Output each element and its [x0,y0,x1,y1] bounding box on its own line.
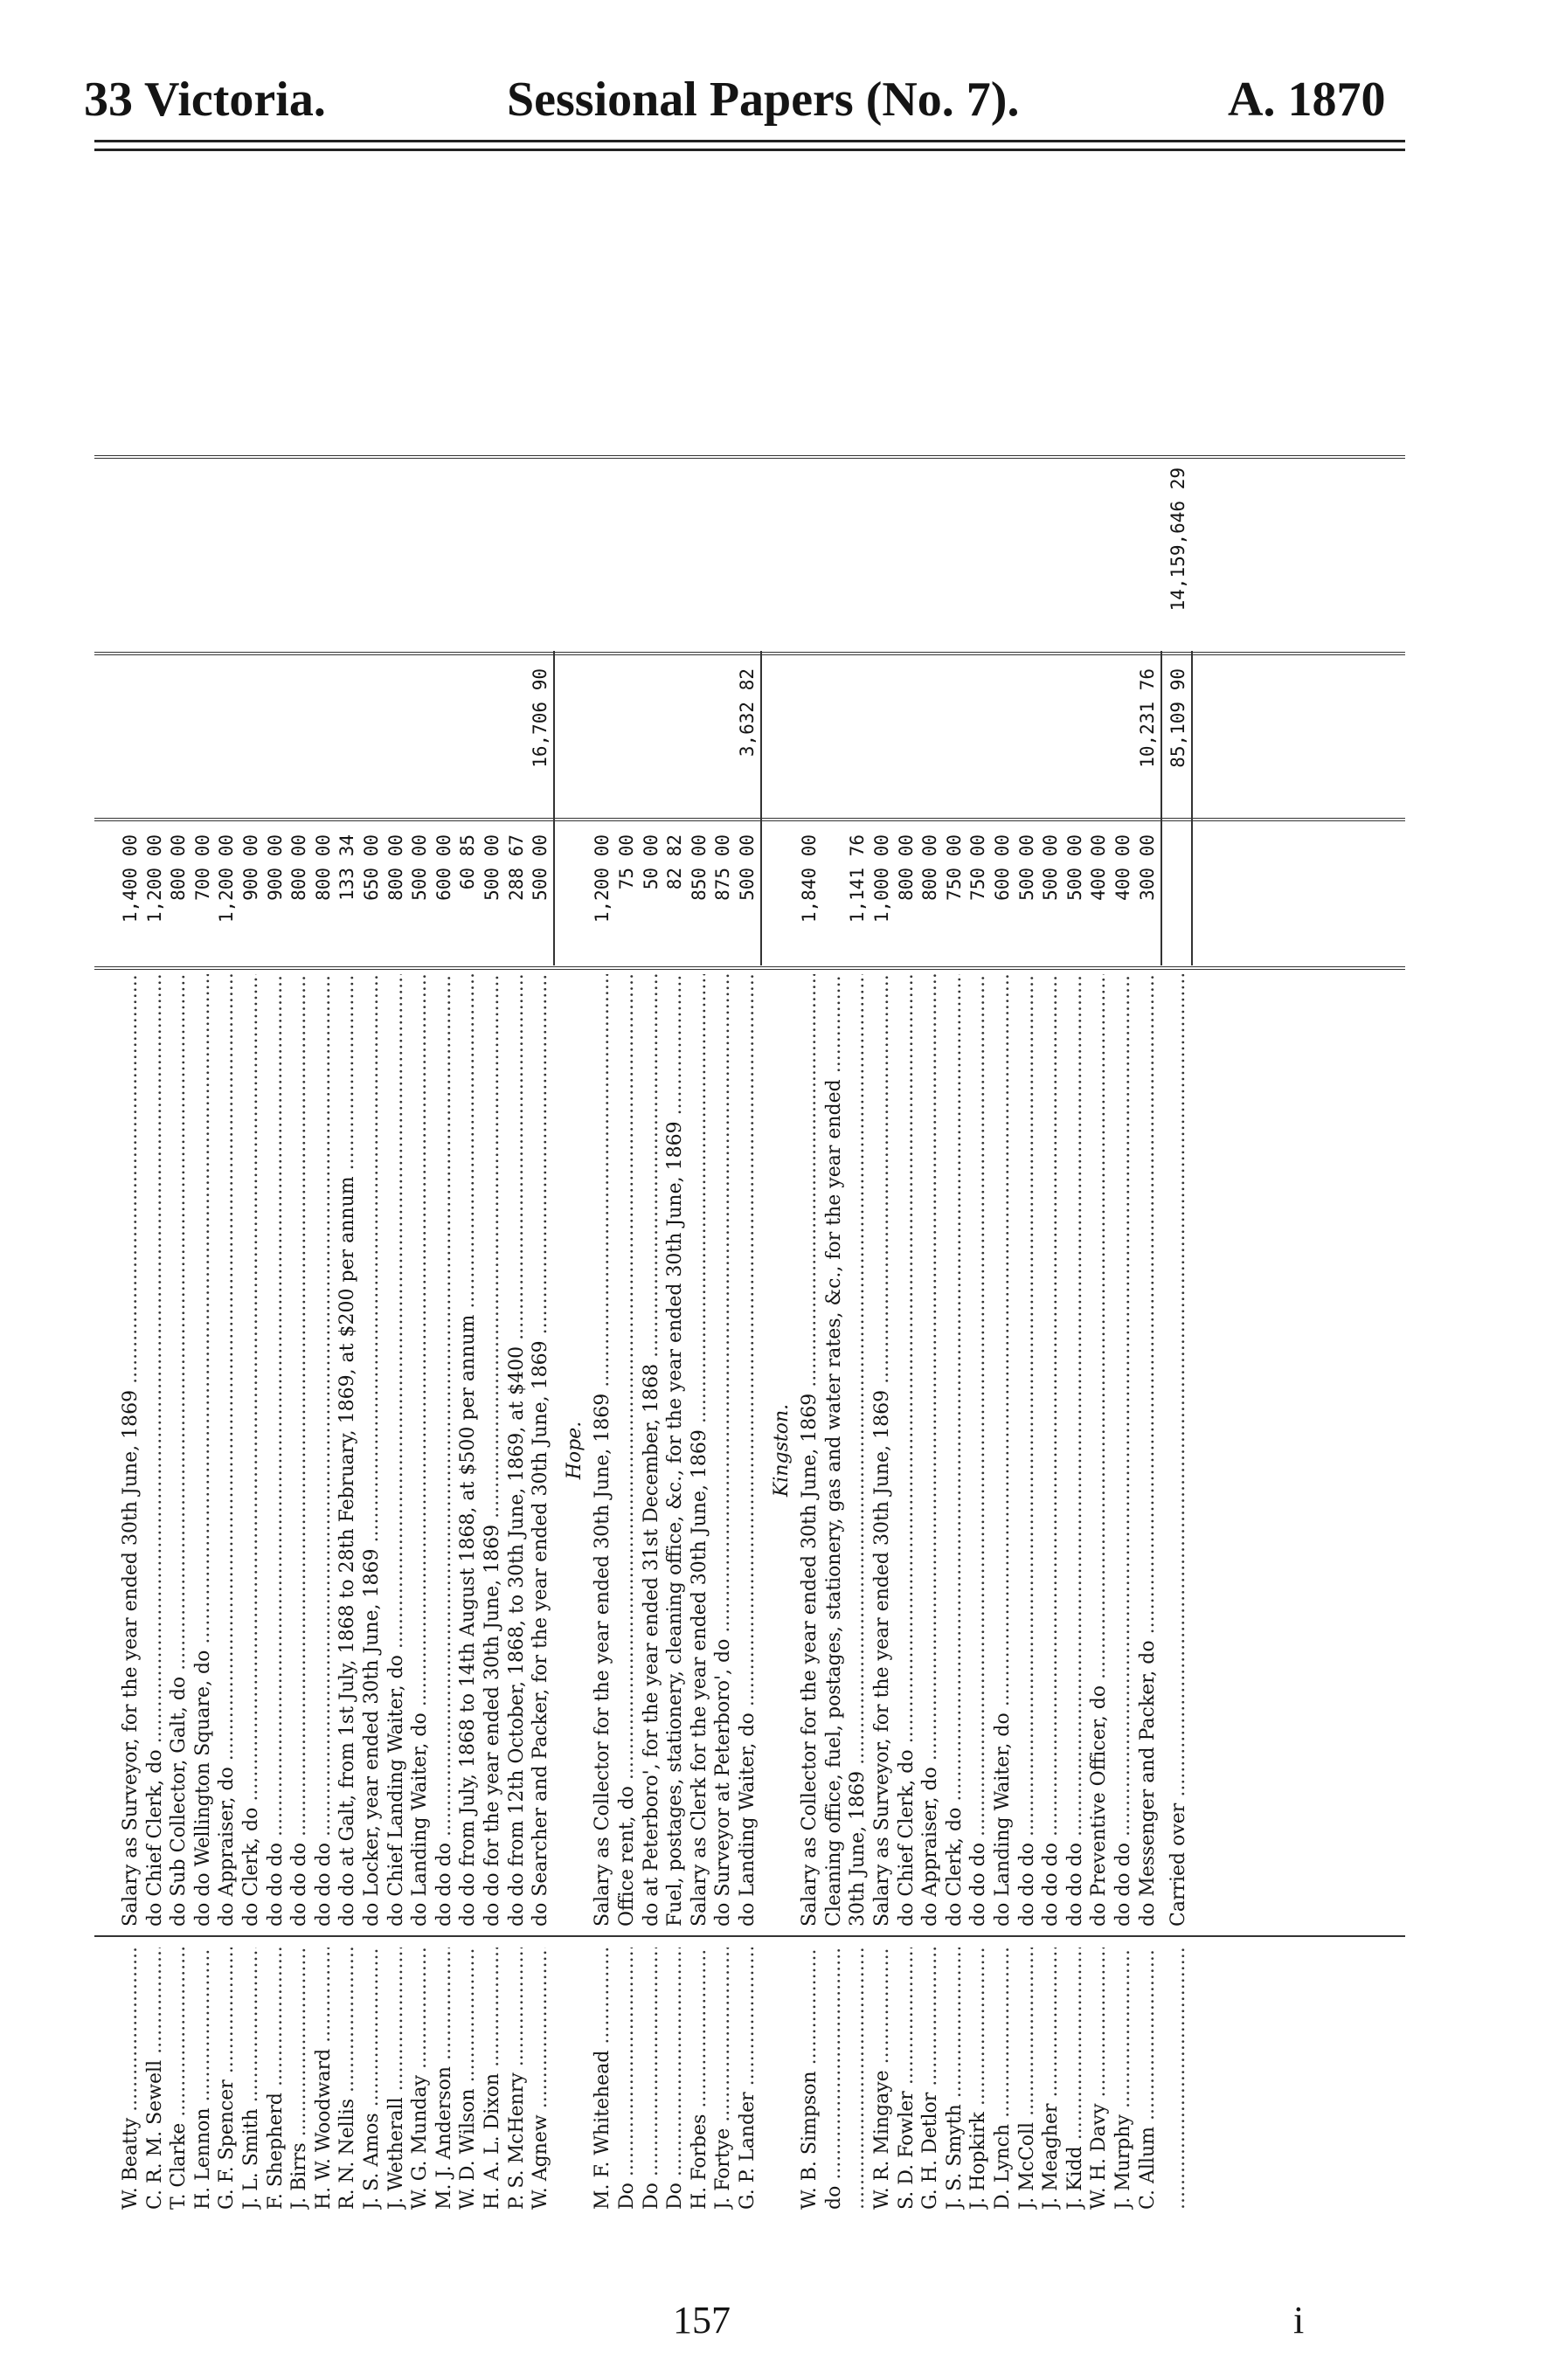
row-description: Cleaning office, fuel, postages, stationery, gas and water rates, &c., for the year ended ..... [822,974,846,1927]
row-description: do Preventive Officer, do ..... [1087,974,1111,1927]
row-description: do do do ..... [1063,974,1087,1927]
row-description: do Appraiser, do ..... [215,974,239,1927]
amount-item: 800 00 [385,834,406,901]
amount-item: 850 00 [688,834,710,901]
amount-item: 500 00 [1015,834,1037,901]
payee-name: W. Beatty ..... [119,1948,142,2210]
row-description: do do for the year ended 30th June, 1869 ..... [481,974,504,1927]
row-description: do do do ..... [966,974,990,1927]
row-description: do do do ..... [1112,974,1135,1927]
amount-item: 1,840 00 [799,834,821,924]
amount-item: 500 00 [482,834,502,901]
table-row [385,179,408,2215]
payee-name: R. N. Nellis ..... [336,1948,359,2210]
payee-name: W. B. Simpson ..... [798,1948,821,2210]
amount-item: 500 00 [530,834,551,901]
payee-name: G. H. Detlor ..... [918,1948,942,2210]
table-row [360,179,384,2215]
payee-name: W. G. Munday ..... [408,1948,432,2210]
amount-item: 900 00 [240,834,261,901]
amount-item: 875 00 [712,834,734,901]
payee-name: H. A. L. Dixon ..... [481,1948,504,2210]
amount-item: 400 00 [1112,834,1133,901]
amount-item: 750 00 [943,834,965,901]
table-row [215,179,239,2215]
amount-item: 82 82 [664,834,686,890]
payee-name: S. D. Fowler ..... [895,1948,918,2210]
amount-item: 500 00 [737,834,758,901]
amount-item: 133 34 [336,834,358,901]
header-title: Sessional Papers (No. 7). [507,73,1020,127]
payee-name: C. R. M. Sewell ..... [143,1948,167,2210]
row-description: 30th June, 1869 ..... [846,974,869,1927]
amount-item: 1,141 76 [847,834,869,924]
payee-name: J. Murphy ..... [1112,1948,1135,2210]
subtotal-rule [1191,651,1193,965]
row-description: do do do ..... [264,974,288,1927]
table-row [433,179,456,2215]
payee-name: J. Hopkirk ..... [966,1948,990,2210]
row-description: do do do ..... [433,974,456,1927]
table-row [1087,179,1111,2215]
payee-name: M. F. Whitehead ..... [591,1948,614,2210]
table-row [918,179,942,2215]
payee-name: M. J. Anderson ..... [433,1948,456,2210]
row-description: do Landing Waiter, do ..... [736,974,759,1927]
header-right: A. 1870 [1228,73,1386,127]
table-row [529,179,552,2215]
amount-item: 800 00 [168,834,190,901]
table-row [1136,179,1160,2215]
table-row [1039,179,1063,2215]
table-row [505,179,529,2215]
amount-item: 500 00 [1040,834,1062,901]
table-row [119,179,142,2215]
header-left: 33 Victoria. [84,73,326,127]
amount-item: 800 00 [312,834,334,901]
payee-name: W. R. Mingaye ..... [870,1948,894,2210]
section-heading: Hope. [563,1421,585,1480]
table-row [1015,179,1039,2215]
table-row [167,179,191,2215]
amount-item: 60 85 [457,834,479,890]
row-description: Salary as Collector for the year ended 30th June, 1869 ..... [798,974,821,1927]
amount-subtotal: 85,109 90 [1167,668,1189,768]
amount-item: 1,200 00 [216,834,238,924]
section-heading: Kingston. [770,1403,793,1498]
amount-total: 14,159,646 29 [1167,467,1189,612]
payee-name: J. Wetherall ..... [385,1948,408,2210]
row-description: Salary as Clerk for the year ended 30th June, 1869 ..... [688,974,711,1927]
table-row [456,179,480,2215]
amount-item: 1,200 00 [143,834,165,924]
table-row [870,179,894,2215]
header-rule [94,140,1405,142]
table-row [591,179,614,2215]
amount-subtotal: 16,706 90 [530,668,551,768]
table-row [288,179,311,2215]
table-row [336,179,359,2215]
amount-item: 75 00 [616,834,637,890]
table-row [615,179,639,2215]
amount-item: 600 00 [433,834,454,901]
payee-name: Do ..... [640,1948,663,2210]
amount-item: 900 00 [264,834,286,901]
header-rule-2 [94,149,1405,151]
payee-name [1167,1948,1190,2210]
table-row [943,179,966,2215]
payee-name: P. S. McHenry ..... [505,1948,529,2210]
row-description: do do do ..... [1039,974,1063,1927]
amount-item: 650 00 [361,834,382,901]
payee-name: W. D. Wilson ..... [456,1948,480,2210]
payee-name: W. H. Davy ..... [1087,1948,1111,2210]
payee-name: H. W. Woodward ..... [312,1948,336,2210]
amount-item: 800 00 [919,834,941,901]
subtotal-rule [1160,651,1162,965]
amount-item: 800 00 [895,834,917,901]
salary-table [94,179,1405,2215]
payee-name: J. S. Amos ..... [360,1948,384,2210]
payee-name: J. McColl ..... [1015,1948,1039,2210]
table-row [239,179,263,2215]
row-description: do Messenger and Packer, do ..... [1136,974,1160,1927]
amount-subtotal: 10,231 76 [1136,668,1158,768]
row-description: do Appraiser, do ..... [918,974,942,1927]
amount-item: 500 00 [409,834,431,901]
amount-item: 1,200 00 [592,834,613,924]
row-description: do Locker, year ended 30th June, 1869 ..... [360,974,384,1927]
row-description: do do do ..... [312,974,336,1927]
payee-name: J. S. Smyth ..... [943,1948,966,2210]
subtotal-rule [760,651,762,965]
row-description: do do do ..... [1015,974,1039,1927]
payee-name: W. Agnew ..... [529,1948,552,2210]
table-row [481,179,504,2215]
payee-name: F. Shepherd ..... [264,1948,288,2210]
row-description: do Chief Clerk, do ..... [143,974,167,1927]
row-description: Salary as Surveyor, for the year ended 30th June, 1869 ..... [119,974,142,1927]
payee-name: H. Lennon ..... [191,1948,215,2210]
amount-item: 288 67 [505,834,527,901]
row-description: do Chief Clerk, do ..... [895,974,918,1927]
payee-name: H. Forbes ..... [688,1948,711,2210]
table-row [1112,179,1135,2215]
row-description: Salary as Collector for the year ended 30th June, 1869 ..... [591,974,614,1927]
row-description: do do Wellington Square, do ..... [191,974,215,1927]
table-row [711,179,735,2215]
table-row [846,179,869,2215]
row-description: Carried over ..... [1167,974,1190,1927]
amount-item: 700 00 [191,834,213,901]
amount-item: 800 00 [288,834,310,901]
row-description: do at Peterboro', for the year ended 31st December, 1868 ..... [640,974,663,1927]
amount-item: 400 00 [1088,834,1110,901]
payee-name: J. L. Smith ..... [239,1948,263,2210]
table-row [312,179,336,2215]
signature-mark: i [1293,2299,1305,2342]
row-description: do Searcher and Packer, for the year ended 30th June, 1869 ..... [529,974,552,1927]
table-stage [94,179,1405,2215]
amount-item: 600 00 [992,834,1013,901]
row-description: Salary as Surveyor, for the year ended 30th June, 1869 ..... [870,974,894,1927]
amount-subtotal: 3,632 82 [737,668,758,758]
payee-name [846,1948,869,2210]
table-row [1167,179,1190,2215]
payee-name: G. P. Lander ..... [736,1948,759,2210]
row-description: do do from 12th October, 1868, to 30th June, 1869, at $400 ..... [505,974,529,1927]
table-row [1063,179,1087,2215]
row-description: Office rent, do ..... [615,974,639,1927]
payee-name: G. F. Spencer ..... [215,1948,239,2210]
table-row [640,179,663,2215]
table-row [688,179,711,2215]
table-row [408,179,432,2215]
row-description: do Landing Waiter, do ..... [408,974,432,1927]
payee-name: J. Fortye ..... [711,1948,735,2210]
payee-name: T. Clarke ..... [167,1948,191,2210]
table-row [966,179,990,2215]
amount-item: 300 00 [1136,834,1158,901]
row-description: do Surveyor at Peterboro', do ..... [711,974,735,1927]
amount-item: 500 00 [1063,834,1085,901]
payee-name: D. Lynch ..... [991,1948,1015,2210]
amount-item: 50 00 [640,834,662,890]
row-description: do Chief Landing Waiter, do ..... [385,974,408,1927]
payee-name: J. Meagher ..... [1039,1948,1063,2210]
payee-name: Do ..... [663,1948,687,2210]
table-row [143,179,167,2215]
subtotal-rule [553,651,555,965]
table-row [264,179,288,2215]
row-description: do Clerk, do ..... [943,974,966,1927]
row-description: do do do ..... [288,974,311,1927]
table-row [822,179,846,2215]
table-row [663,179,687,2215]
payee-name: J. Birrs ..... [288,1948,311,2210]
page-number: 157 [673,2299,731,2342]
payee-name: Do ..... [615,1948,639,2210]
row-description: do do at Galt, from 1st July, 1868 to 28th February, 1869, at $200 per annum ..... [336,974,359,1927]
page-header [0,0,1545,149]
payee-name: J. Kidd ..... [1063,1948,1087,2210]
amount-item: 1,000 00 [871,834,892,924]
row-description: do Clerk, do ..... [239,974,263,1927]
payee-name: do ..... [822,1948,846,2210]
table-row [191,179,215,2215]
amount-item: 750 00 [967,834,989,901]
table-row [895,179,918,2215]
table-row [736,179,759,2215]
row-description: do Landing Waiter, do ..... [991,974,1015,1927]
table-row [798,179,821,2215]
amount-item: 1,400 00 [120,834,141,924]
payee-name: C. Allum ..... [1136,1948,1160,2210]
row-description: do do from July, 1868 to 14th August 1868, at $500 per annum ..... [456,974,480,1927]
row-description: Fuel, postages, stationery, cleaning office, &c., for the year ended 30th June, 1869 ..... [663,974,687,1927]
table-row [991,179,1015,2215]
row-description: do Sub Collector, Galt, do ..... [167,974,191,1927]
